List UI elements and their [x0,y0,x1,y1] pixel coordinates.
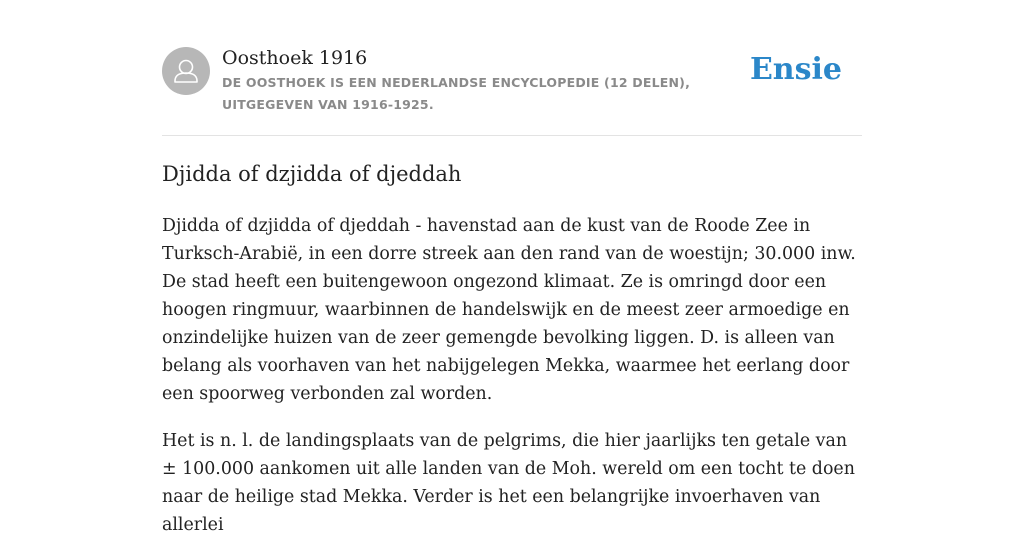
header-divider [162,135,862,136]
user-avatar-icon[interactable] [162,47,210,95]
ensie-logo[interactable]: Ensie [749,52,842,87]
source-title[interactable]: Oosthoek 1916 [222,47,368,69]
article-body [162,212,862,558]
article-title: Djidda of dzjidda of djeddah [162,162,462,186]
article-paragraph: Het is n. l. de landingsplaats van de pelgrims, die hier jaarlijks ten getale van ± 100.000 aankomen uit alle landen van de Moh. wereld om een tocht te doen naar de heilige stad Mekka. Verder is het een belangrijke invoerhaven van allerlei [162,431,855,535]
article-paragraph: Djidda of dzjidda of djeddah - havenstad aan de kust van de Roode Zee in Turksch-Arabië, in een dorre streek aan den rand van de woestijn; 30.000 inw. De stad heeft een buitengewoon ongezond klimaat. Ze is omringd door een hoogen ringmuur, waarbinnen de handelswijk en de meest zeer armoedige en onzindelijke huizen van de zeer gemengde bevolking liggen. D. is alleen van belang als voorhaven van het nabijgelegen Mekka, waarmee het eerlang door een spoorweg verbonden zal worden. [162,216,856,404]
source-description: DE OOSTHOEK IS EEN NEDERLANDSE ENCYCLOPEDIE (12 DELEN), UITGEGEVEN VAN 1916-1925. [222,75,691,112]
source-header [162,46,862,136]
